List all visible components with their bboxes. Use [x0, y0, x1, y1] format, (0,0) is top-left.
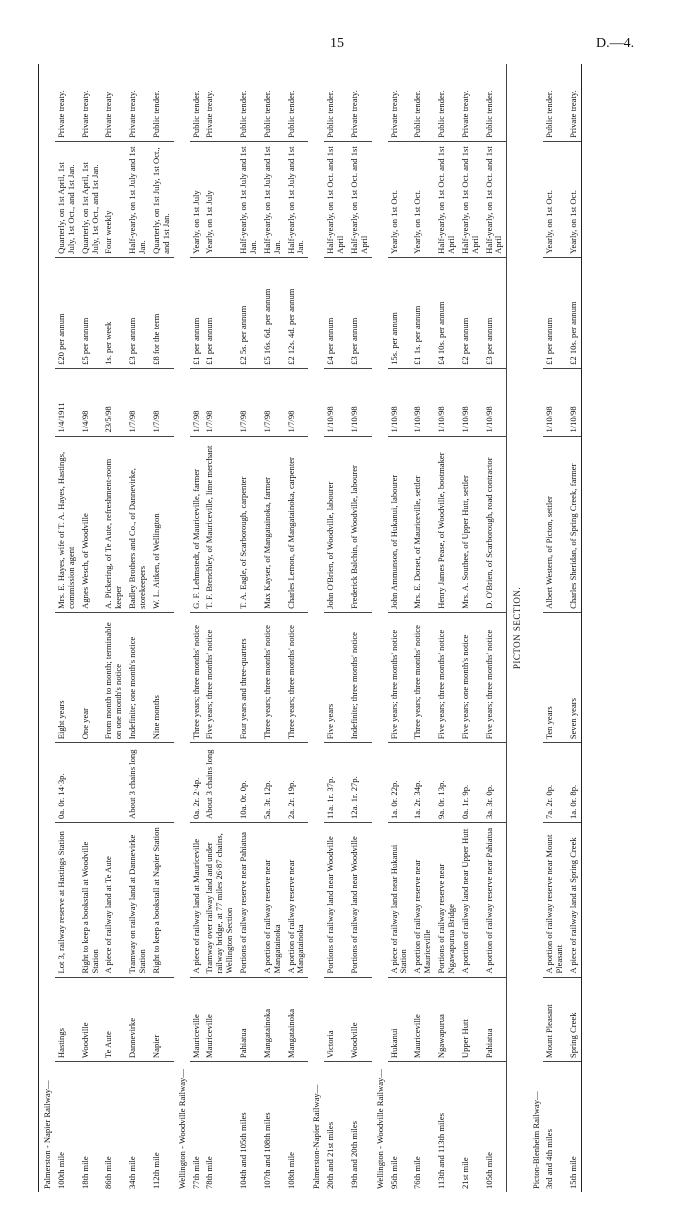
date-cell: 1/7/98: [237, 368, 261, 436]
area-cell: 7a. 2r. 0p.: [543, 743, 567, 823]
document-reference: D.—4.: [596, 36, 635, 51]
rental-cell: £4 per annum: [324, 257, 348, 368]
payable-cell: Half-yearly, on 1st Oct. and 1st April: [483, 141, 507, 257]
term-cell: Five years; one month's notice: [459, 612, 483, 742]
section-title: PICTON SECTION.: [507, 64, 528, 1192]
railway-heading: Wellington - Woodville Railway—: [176, 1069, 187, 1189]
station-cell: Napier: [150, 977, 174, 1062]
description-cell: Right to keep a bookstall at Woodville Station: [79, 822, 103, 977]
date-cell: 1/10/98: [543, 368, 567, 436]
area-cell: About 3 chains long: [203, 743, 237, 823]
rental-cell: £20 per annum: [55, 257, 79, 368]
mileage-cell: 34th mile: [127, 1156, 138, 1189]
payable-cell: Quarterly, on 1st April, 1st July, 1st Oct., and 1st Jan.: [79, 141, 103, 257]
station-cell: Upper Hutt: [459, 977, 483, 1062]
payable-cell: Yearly, on 1st Oct.: [388, 141, 412, 257]
description-cell: A piece of railway land at Mauriceville: [190, 822, 204, 977]
date-cell: 1/10/98: [459, 368, 483, 436]
lease-table: [38, 64, 582, 1192]
date-cell: 1/10/98: [348, 368, 372, 436]
railway-heading-row: [308, 64, 324, 1192]
area-cell: 0a. 2r. 2·4p.: [190, 743, 204, 823]
station-cell: Ngawapurua: [435, 977, 459, 1062]
page-number: 15: [330, 36, 344, 51]
description-cell: Portions of railway reserve near Ngawapurua Bridge: [435, 822, 459, 977]
date-cell: 1/4/1911: [55, 368, 79, 436]
station-cell: Woodville: [79, 977, 103, 1062]
area-cell: 0a. 1r. 9p.: [459, 743, 483, 823]
description-cell: A portion of railway reserve near Mangatainoka: [261, 822, 285, 977]
rental-cell: £8 for the term: [150, 257, 174, 368]
rental-cell: £2 5s. per annum: [237, 257, 261, 368]
rental-cell: 15s. per annum: [388, 257, 412, 368]
lease-row: [388, 64, 412, 1192]
lease-row: [79, 64, 103, 1192]
lessee-cell: T. F. Brenchley, of Mauriceville, lime merchant: [203, 436, 237, 612]
rental-cell: £3 per annum: [348, 257, 372, 368]
lessee-cell: Mrs. E. Hayes, wife of T. A. Hayes, Hastings, commission agent: [55, 436, 79, 612]
lessee-cell: John Ammunson, of Hukanui, labourer: [388, 436, 412, 612]
area-cell: 9a. 0r. 13p.: [435, 743, 459, 823]
lease-row: [435, 64, 459, 1192]
term-cell: Three years; three months' notice: [411, 612, 435, 742]
lease-row: [237, 64, 261, 1192]
how-let-cell: Public tender.: [150, 64, 174, 141]
station-cell: Hastings: [55, 977, 79, 1062]
description-cell: A piece of railway land at Spring Creek: [567, 822, 581, 977]
date-cell: 1/10/98: [435, 368, 459, 436]
station-cell: Mauriceville: [190, 977, 204, 1062]
lease-row: [285, 64, 309, 1192]
area-cell: 12a. 1r. 27p.: [348, 743, 372, 823]
lessee-cell: John O'Brien, of Woodville, labourer: [324, 436, 348, 612]
how-let-cell: Public tender.: [285, 64, 309, 141]
description-cell: A portion of railway reserve near Mangatainoka: [285, 822, 309, 977]
description-cell: A portion of railway land near Upper Hutt: [459, 822, 483, 977]
payable-cell: Half-yearly, on 1st Oct. and 1st April: [435, 141, 459, 257]
lease-table-body: [39, 64, 582, 1192]
lessee-cell: Charles Sheridan, of Spring Creek, farmer: [567, 436, 581, 612]
description-cell: A portion of railway reserve near Mauriceville: [411, 822, 435, 977]
lessee-cell: Agnes Wesch, of Woodville: [79, 436, 103, 612]
payable-cell: Quarterly, on 1st July, 1st Oct., and 1st Jan.: [150, 141, 174, 257]
mileage-cell: 108th mile: [285, 1152, 296, 1189]
how-let-cell: Private treaty.: [79, 64, 103, 141]
station-cell: Woodville: [348, 977, 372, 1062]
rental-cell: £1 1s. per annum: [411, 257, 435, 368]
how-let-cell: Private treaty: [102, 64, 126, 141]
term-cell: Eight years: [55, 612, 79, 742]
description-cell: Portions of railway land near Woodville: [348, 822, 372, 977]
payable-cell: Yearly, on 1st July: [190, 141, 204, 257]
lease-row: [348, 64, 372, 1192]
lessee-cell: Max Kayser, of Mangatainoka, farmer: [261, 436, 285, 612]
railway-heading-row: [174, 64, 190, 1192]
lease-row: [261, 64, 285, 1192]
station-cell: Mauriceville: [411, 977, 435, 1062]
lease-row: [203, 64, 237, 1192]
lessee-cell: T. A. Eagle, of Scarborough, carpenter: [237, 436, 261, 612]
payable-cell: Half-yearly, on 1st July and 1st Jan.: [126, 141, 150, 257]
description-cell: A portion of railway reserve near Mount Pleasant: [543, 822, 567, 977]
lease-row: [411, 64, 435, 1192]
mileage-cell: 15th mile: [567, 1062, 581, 1192]
payable-cell: Half-yearly, on 1st Oct. and 1st April: [459, 141, 483, 257]
station-cell: Dannevirke: [126, 977, 150, 1062]
how-let-cell: Private treaty.: [459, 64, 483, 141]
lessee-cell: G. F. Lehmstedt, of Mauriceville, farmer: [190, 436, 204, 612]
station-cell: Mangatainoka: [261, 977, 285, 1062]
term-cell: Four years and three-quarters: [237, 612, 261, 742]
description-cell: A portion of railway reserve near Pahiatua: [483, 822, 507, 977]
lease-row: [55, 64, 79, 1192]
area-cell: 1a. 0r. 8p.: [567, 743, 581, 823]
term-cell: Five years; three months' notice: [483, 612, 507, 742]
railway-heading: Palmerston - Napier Railway—: [39, 64, 55, 1192]
mileage-cell: 107th and 108th miles: [261, 1112, 272, 1189]
payable-cell: Yearly, on 1st Oct.: [411, 141, 435, 257]
mileage-cell: 86th mile: [103, 1156, 114, 1189]
lessee-cell: Frederick Balchin, of Woodville, labourer: [348, 436, 372, 612]
mileage-cell: 3rd and 4th miles: [544, 1129, 555, 1189]
payable-cell: Yearly, on 1st Oct.: [567, 141, 581, 257]
payable-cell: Half-yearly, on 1st Oct. and 1st April: [348, 141, 372, 257]
how-let-cell: Private treaty.: [348, 64, 372, 141]
station-cell: Mount Pleasant: [543, 977, 567, 1062]
how-let-cell: Public tender.: [483, 64, 507, 141]
date-cell: 1/7/98: [261, 368, 285, 436]
mileage-cell: 100th mile: [55, 1152, 66, 1189]
rental-cell: £2 12s. 4d. per annum: [285, 257, 309, 368]
date-cell: 1/4/98: [79, 368, 103, 436]
station-cell: Victoria: [324, 977, 348, 1062]
station-cell: Pahiatua: [483, 977, 507, 1062]
how-let-cell: Private treaty.: [126, 64, 150, 141]
lessee-cell: Badley Brothers and Co., of Dannevirke, storekeepers: [126, 436, 150, 612]
area-cell: 0a. 0r. 14·3p.: [55, 743, 79, 823]
term-cell: Three years; three months' notice: [261, 612, 285, 742]
rental-cell: £2 per annum: [459, 257, 483, 368]
lease-row: [102, 64, 126, 1192]
lease-row: [459, 64, 483, 1192]
lessee-cell: Charles Lemon, of Mangatainoka, carpenter: [285, 436, 309, 612]
station-cell: Pahiatua: [237, 977, 261, 1062]
payable-cell: Half-yearly, on 1st July and 1st Jan.: [237, 141, 261, 257]
term-cell: Indefinite; one month's notice: [126, 612, 150, 742]
mileage-cell: 76th mile: [412, 1156, 423, 1189]
railway-heading-row: [372, 64, 388, 1192]
area-cell: [79, 743, 103, 823]
term-cell: One year: [79, 612, 103, 742]
rental-cell: 1s. per week: [102, 257, 126, 368]
mileage-cell: 113th and 113th miles: [436, 1113, 446, 1189]
description-cell: Portions of railway land near Woodville: [324, 822, 348, 977]
how-let-cell: Public tender.: [261, 64, 285, 141]
railway-heading: Picton-Blenheim Railway—: [530, 1091, 541, 1189]
lease-row: [126, 64, 150, 1192]
lessee-cell: Albert Western, of Picton, settler: [543, 436, 567, 612]
date-cell: 1/7/98: [285, 368, 309, 436]
payable-cell: Quarterly, on 1st April, 1st July, 1st Oct., and 1st Jan.: [55, 141, 79, 257]
lessee-cell: W. L. Aitken, of Wellington: [150, 436, 174, 612]
payable-cell: Yearly, on 1st Oct.: [543, 141, 567, 257]
mileage-cell: 95th mile: [388, 1156, 399, 1189]
how-let-cell: Public tender.: [190, 64, 204, 141]
description-cell: Tramway over railway land and under railway bridge, at 77 miles 26·87 chains, Wellington Section: [203, 822, 237, 977]
term-cell: Ten years: [543, 612, 567, 742]
lessee-cell: Henry James Pease, of Woodville, bootmaker: [435, 436, 459, 612]
term-cell: Three years; three months' notice: [285, 612, 309, 742]
rotated-lease-table: [38, 64, 642, 1192]
term-cell: From month to month; terminable on one month's notice: [102, 612, 126, 742]
date-cell: 1/10/98: [388, 368, 412, 436]
mileage-cell: 78th mile: [204, 1156, 215, 1189]
payable-cell: Half-yearly, on 1st July and 1st Jan.: [285, 141, 309, 257]
how-let-cell: Public tender.: [435, 64, 459, 141]
mileage-cell: 21st mile: [459, 1157, 470, 1189]
rental-cell: £5 per annum: [79, 257, 103, 368]
date-cell: 1/7/98: [190, 368, 204, 436]
railway-heading-row: [528, 64, 544, 1192]
rental-cell: £3 per annum: [483, 257, 507, 368]
how-let-cell: Private treaty.: [203, 64, 237, 141]
description-cell: Portions of railway reserve near Pahiatua: [237, 822, 261, 977]
lessee-cell: Mrs. E. Dorset, of Mauriceville, settler: [411, 436, 435, 612]
payable-cell: Four weekly: [102, 141, 126, 257]
date-cell: 1/7/98: [150, 368, 174, 436]
term-cell: Seven years: [567, 612, 581, 742]
payable-cell: Half-yearly, on 1st July and 1st Jan.: [261, 141, 285, 257]
rental-cell: £1 per annum: [203, 257, 237, 368]
station-cell: Mangatainoka: [285, 977, 309, 1062]
term-cell: Five years; three months' notice: [203, 612, 237, 742]
how-let-cell: Public tender.: [543, 64, 567, 141]
area-cell: 1a. 0r. 22p.: [388, 743, 412, 823]
lessee-cell: D. O'Brien, of Scarborough, road contractor: [483, 436, 507, 612]
railway-heading: Wellington - Woodville Railway—: [374, 1069, 385, 1189]
how-let-cell: Public tender.: [324, 64, 348, 141]
date-cell: 1/7/98: [203, 368, 237, 436]
station-cell: Hukanui: [388, 977, 412, 1062]
area-cell: About 3 chains long: [126, 743, 150, 823]
term-cell: Five years: [324, 612, 348, 742]
station-cell: Te Aute: [102, 977, 126, 1062]
payable-cell: Yearly, on 1st July: [203, 141, 237, 257]
date-cell: 1/10/98: [411, 368, 435, 436]
rental-cell: £1 per annum: [190, 257, 204, 368]
mileage-cell: 112th mile: [150, 1152, 161, 1189]
area-cell: 11a. 1r. 37p.: [324, 743, 348, 823]
term-cell: Five years; three months' notice: [388, 612, 412, 742]
area-cell: 3a. 3r. 0p.: [483, 743, 507, 823]
term-cell: Indefinite; three months' notice: [348, 612, 372, 742]
rental-cell: £3 per annum: [126, 257, 150, 368]
term-cell: Five years; three months' notice: [435, 612, 459, 742]
mileage-cell: 105th mile: [483, 1152, 494, 1189]
date-cell: 1/10/98: [567, 368, 581, 436]
description-cell: Tramway on railway land at Dannevirke Station: [126, 822, 150, 977]
payable-cell: Half-yearly, on 1st Oct. and 1st April: [324, 141, 348, 257]
lessee-cell: A. Pickering, of Te Aute, refreshment-room keeper: [102, 436, 126, 612]
mileage-cell: 19th and 20th miles: [348, 1120, 359, 1189]
how-let-cell: Public tender.: [411, 64, 435, 141]
area-cell: 1a. 2r. 34p.: [411, 743, 435, 823]
rental-cell: £5 16s. 6d. per annum: [261, 257, 285, 368]
railway-heading: Palmerston-Napier Railway—: [311, 1084, 322, 1189]
mileage-cell: 18th mile: [79, 1156, 90, 1189]
lease-row: [324, 64, 348, 1192]
how-let-cell: Private treaty.: [55, 64, 79, 141]
section-title-row: [507, 64, 528, 1192]
station-cell: Spring Creek: [567, 977, 581, 1062]
how-let-cell: Private treaty.: [388, 64, 412, 141]
description-cell: A piece of railway land at Te Aute: [102, 822, 126, 977]
lease-row: [150, 64, 174, 1192]
mileage-cell: 77th mile: [190, 1156, 201, 1189]
lease-row: [483, 64, 507, 1192]
rental-cell: £4 10s. per annum: [435, 257, 459, 368]
description-cell: Right to keep a bookstall at Napier Station: [150, 822, 174, 977]
area-cell: [150, 743, 174, 823]
railway-heading-row: [39, 64, 55, 1192]
description-cell: A piece of railway land near Hukanui Station: [388, 822, 412, 977]
date-cell: 1/7/98: [126, 368, 150, 436]
lease-row: [543, 64, 567, 1192]
description-cell: Lot 3, railway reserve at Hastings Station: [55, 822, 79, 977]
mileage-cell: 104th and 105th miles: [238, 1112, 248, 1189]
how-let-cell: Private treaty.: [567, 64, 581, 141]
rental-cell: £1 per annum: [543, 257, 567, 368]
term-cell: Nine months: [150, 612, 174, 742]
how-let-cell: Public tender.: [237, 64, 261, 141]
date-cell: 1/10/98: [324, 368, 348, 436]
date-cell: 23/5/98: [102, 368, 126, 436]
area-cell: 2a. 2r. 19p.: [285, 743, 309, 823]
rental-cell: £2 10s. per annum: [567, 257, 581, 368]
term-cell: Three years; three months' notice: [190, 612, 204, 742]
lease-row: [190, 64, 204, 1192]
area-cell: 5a. 3r. 12p.: [261, 743, 285, 823]
lessee-cell: Mrs. A. Southee, of Upper Hutt, settler: [459, 436, 483, 612]
lease-row: [567, 64, 581, 1192]
area-cell: 10a. 0r. 0p.: [237, 743, 261, 823]
area-cell: [102, 743, 126, 823]
mileage-cell: 20th and 21st miles: [325, 1121, 336, 1189]
station-cell: Mauriceville: [203, 977, 237, 1062]
date-cell: 1/10/98: [483, 368, 507, 436]
